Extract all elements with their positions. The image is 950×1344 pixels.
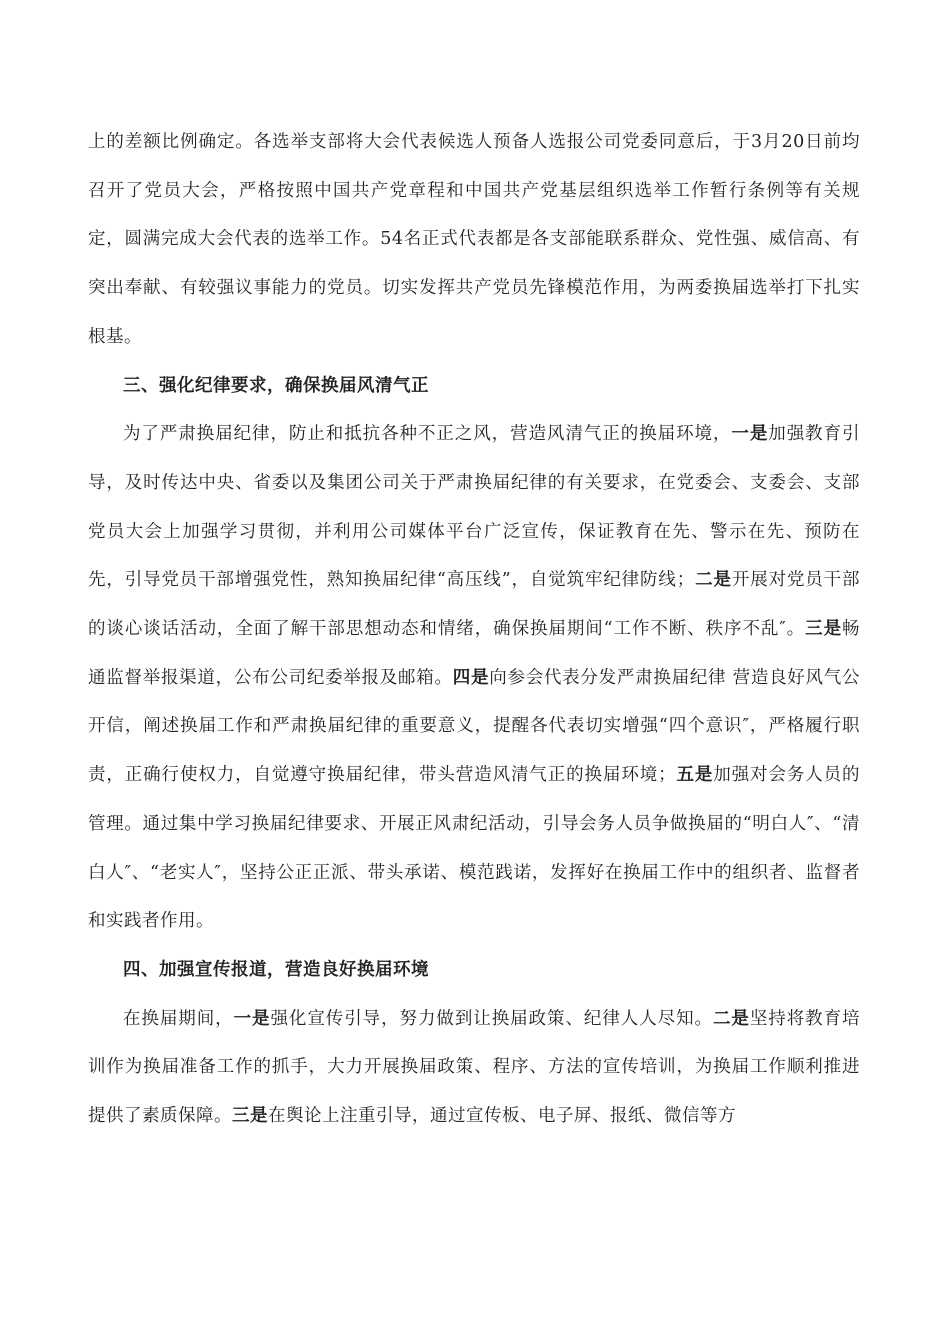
paragraph-text: 为了严肃换届纪律，防止和抵抗各种不正之风，营造风清气正的换届环境，: [123, 424, 732, 445]
body-paragraph-publicity: [88, 995, 860, 1141]
paragraph-text: 上的差额比例确定。各选举支部将大会代表候选人预备人选报公司党委同意后，于3月20日前均召开了党员大会，严格按照中国共产党章程和中国共产党基层组织选举工作暂行条例等有关规定，圆满完成大会代表的选举工作。54名正式代表都是各支部能联系群众、党性强、威信高、有突出奉献、有较强议事能力的党员。切实发挥共产党员先锋模范作用，为两委换届选举打下扎实根基。: [88, 132, 860, 347]
paragraph-text: 开展对党员干部的谈心谈话活动，全面了解干部思想动态和情绪，确保换届期间“工作不断、秩序不乱″。: [88, 570, 861, 640]
paragraph-text: 强化宣传引导，努力做到让换届政策、纪律人人尽知。: [270, 1008, 713, 1029]
enumeration-keyword: 二是: [694, 570, 732, 591]
enumeration-keyword: 二是: [712, 1008, 750, 1029]
enumeration-keyword: 三是: [232, 1106, 268, 1127]
body-paragraph-continued: [88, 118, 860, 362]
enumeration-keyword: 一是: [233, 1008, 271, 1029]
paragraph-text: 加强教育引导，及时传达中央、省委以及集团公司关于严肃换届纪律的有关要求，在党委会、支委会、支部党员大会上加强学习贯彻，并利用公司媒体平台广泛宣传，保证教育在先、警示在先、预防在先，引导党员干部增强党性，熟知换届纪律“高压线”，自觉筑牢纪律防线；: [88, 424, 861, 591]
paragraph-text: 加强对会务人员的管理。通过集中学习换届纪律要求、开展正风肃纪活动，引导会务人员争做换届的“明白人″、“清白人″、“老实人″，坚持公正正派、带头承诺、模范践诺，发挥好在换届工作中的组织者、监督者和实践者作用。: [88, 765, 861, 932]
paragraph-text: 向参会代表分发严肃换届纪律 营造良好风气公开信，阐述换届工作和严肃换届纪律的重要意义，提醒各代表切实增强“四个意识″，严格履行职责，正确行使权力，自觉遵守换届纪律，带头营造风清气正的换届环境；: [88, 667, 861, 786]
paragraph-text: 畅通监督举报渠道，公布公司纪委举报及邮箱。: [88, 619, 861, 688]
paragraph-text: 坚持将教育培训作为换届准备工作的抓手，大力开展换届政策、程序、方法的宣传培训，为换届工作顺利推进提供了素质保障。: [88, 1008, 861, 1127]
section-heading-four: 四、加强宣传报道，营造良好换届环境: [123, 959, 429, 980]
body-paragraph-discipline: [88, 410, 860, 946]
paragraph-text: 在舆论上注重引导，通过宣传板、电子屏、报纸、微信等方: [268, 1106, 736, 1127]
enumeration-keyword: 四是: [452, 667, 490, 688]
enumeration-keyword: 五是: [676, 765, 714, 786]
document-body: [88, 118, 860, 1141]
paragraph-text: 在换届期间，: [123, 1008, 234, 1029]
enumeration-keyword: 一是: [731, 424, 769, 445]
enumeration-keyword: 三是: [805, 619, 843, 640]
section-heading-three: 三、强化纪律要求，确保换届风清气正: [123, 375, 429, 396]
